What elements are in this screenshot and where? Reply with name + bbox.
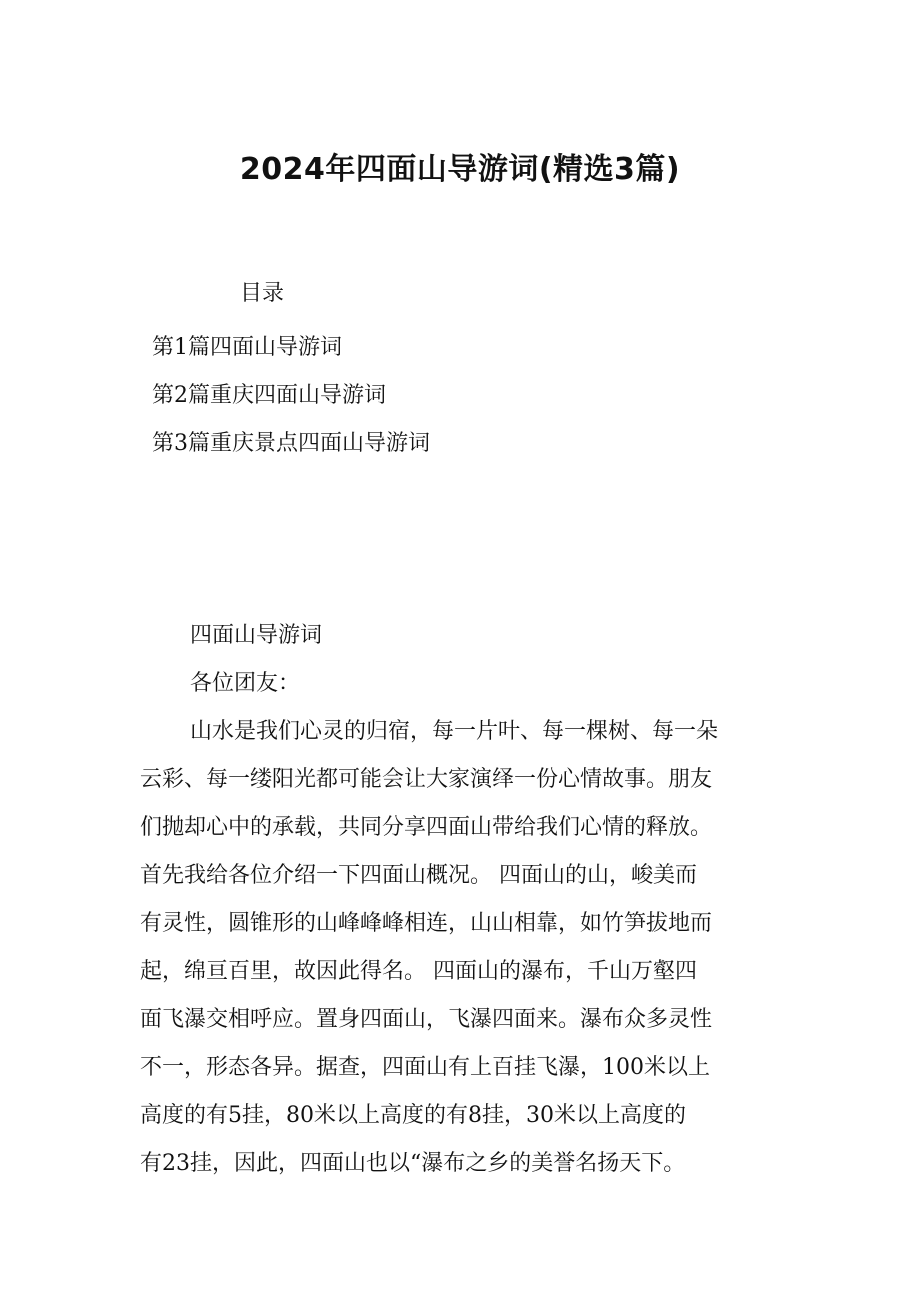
toc-item-3: 第3篇重庆景点四面山导游词 — [152, 431, 430, 456]
toc-item-2: 第2篇重庆四面山导游词 — [152, 383, 386, 408]
paragraph-line: 不一，形态各异。据查，四面山有上百挂飞瀑，100米以上 — [140, 1055, 710, 1080]
greeting-line: 各位团友： — [190, 671, 301, 696]
toc-item-1: 第1篇四面山导游词 — [152, 335, 342, 360]
paragraph-line: 面飞瀑交相呼应。置身四面山，飞瀑四面来。瀑布众多灵性 — [140, 1007, 713, 1032]
paragraph-line: 首先我给各位介绍一下四面山概况。 四面山的山，峻美而 — [140, 863, 697, 888]
section-heading: 四面山导游词 — [190, 623, 323, 648]
toc-list — [152, 324, 430, 468]
paragraph-line: 山水是我们心灵的归宿，每一片叶、每一棵树、每一朵 — [190, 719, 719, 744]
paragraph-line: 起，绵亘百里，故因此得名。 四面山的瀑布，千山万壑四 — [140, 959, 697, 984]
section-body — [140, 612, 788, 1188]
toc-heading: 目录 — [240, 281, 285, 306]
paragraph-line: 有23挂，因此，四面山也以“瀑布之乡的美誉名扬天下。 — [140, 1151, 686, 1176]
paragraph-line: 有灵性，圆锥形的山峰峰峰相连，山山相靠，如竹笋拔地而 — [140, 911, 713, 936]
paragraph-line: 们抛却心中的承载，共同分享四面山带给我们心情的释放。 — [140, 815, 713, 840]
paragraph-line: 高度的有5挂，80米以上高度的有8挂，30米以上高度的 — [140, 1103, 686, 1128]
document-title: 2024年四面山导游词(精选3篇) — [239, 152, 681, 187]
paragraph-line: 云彩、每一缕阳光都可能会让大家演绎一份心情故事。朋友 — [140, 767, 713, 792]
